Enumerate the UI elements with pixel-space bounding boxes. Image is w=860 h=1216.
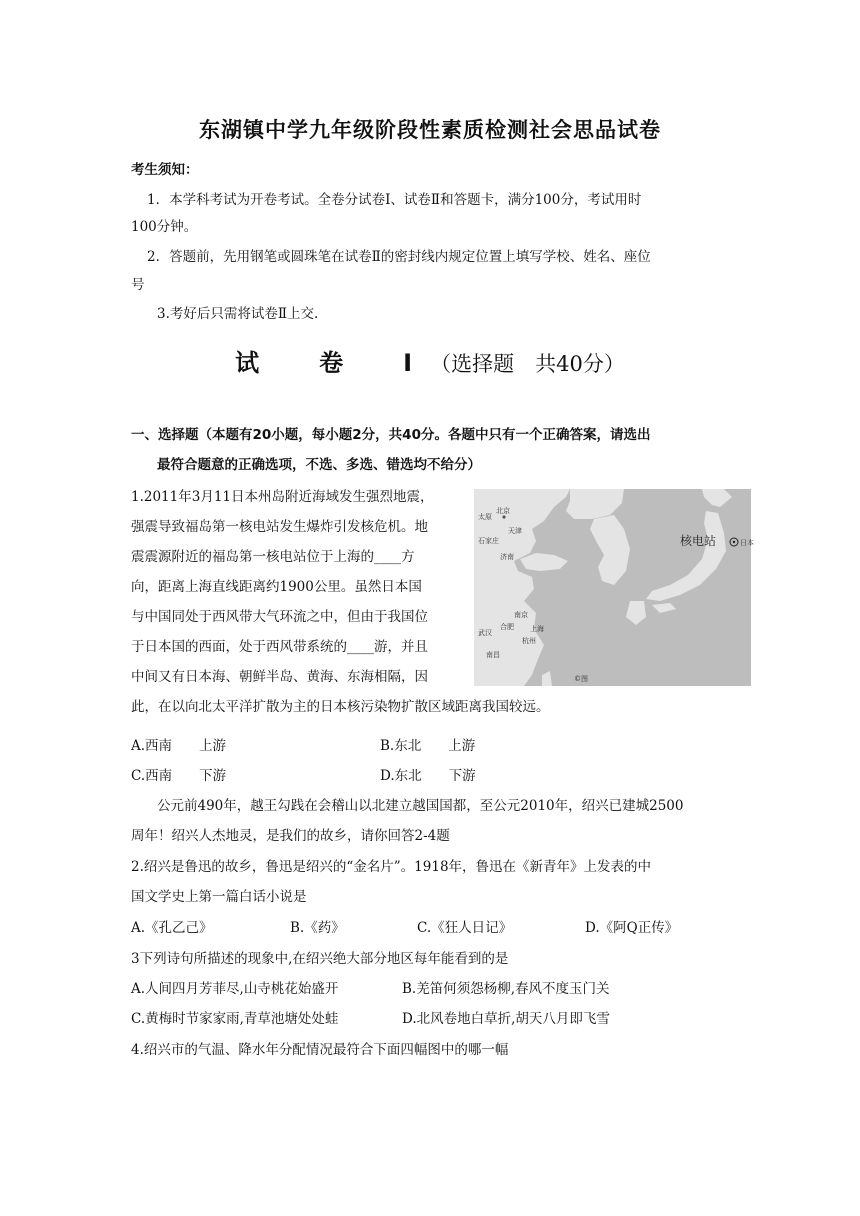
q3-stem: 3下列诗句所描述的现象中,在绍兴绝大部分地区每年能看到的是 [131,951,509,967]
intro-line1: 公元前490年，越王勾践在会稽山以北建立越国国都，至公元2010年，绍兴已建城2500 [157,798,684,814]
q1-option-a: A.西南 上游 [131,738,227,754]
exam-title: 东湖镇中学九年级阶段性素质检测社会思品试卷 [199,118,661,142]
section-heading-main: 试 卷 Ⅰ [235,349,431,377]
q1-line: 中间又有日本海、朝鲜半岛、黄海、东海相隔，因 [131,669,428,685]
q2-option-a: A.《孔乙己》 [131,920,213,936]
map-label-taiyuan: 太原 [478,513,492,521]
map-label-shanghai: 上海 [530,625,544,633]
q1-line: 与中国同处于西风带大气环流之中，但由于我国位 [131,609,428,625]
map-label-nuclear-plant: 核电站 [680,534,717,548]
part1-instructions-line2: 最符合题意的正确选项，不选、多选、错选均不给分） [157,457,481,473]
q2-stem-line2: 国文学史上第一篇白话小说是 [131,889,307,905]
q2-option-b: B.《药》 [290,920,345,936]
map-graphic [474,489,754,686]
q1-line: 于日本国的西面，处于西风带系统的____游，并且 [131,639,428,655]
q1-line: 向，距离上海直线距离约1900公里。虽然日本国 [131,579,422,595]
map-watermark: ©图 [574,675,588,683]
map-image [474,489,754,686]
section-heading-sub: （选择题 共40分） [430,352,625,376]
q3-option-b: B.羌笛何须怨杨柳,春风不度玉门关 [402,981,610,997]
q1-line: 强震导致福岛第一核电站发生爆炸引发核危机。地 [131,519,428,535]
section-heading [0,343,860,378]
q1-option-d: D.东北 下游 [380,768,476,784]
q3-option-d: D.北风卷地白草折,胡天八月即飞雪 [402,1011,610,1027]
map-label-tianjin: 天津 [508,527,522,535]
map-label-nanchang: 南昌 [486,651,500,659]
map-label-wuhan: 武汉 [478,629,492,637]
notice-item2-line1: 2．答题前，先用钢笔或圆珠笔在试卷Ⅱ的密封线内规定位置上填写学校、姓名、座位 [147,249,651,265]
notice-item3: 3.考好后只需将试卷Ⅱ上交. [157,306,319,322]
q1-option-c: C.西南 下游 [131,768,227,784]
map-label-beijing: 北京 [496,507,510,515]
q3-option-a: A.人间四月芳菲尽,山寺桃花始盛开 [131,981,339,997]
map-label-japan: 日本 [740,539,754,547]
q3-option-c: C.黄梅时节家家雨,青草池塘处处蛙 [131,1011,339,1027]
q2-option-d: D.《阿Q正传》 [585,920,679,936]
map-label-nanjing: 南京 [514,611,528,619]
map-label-shijiazhuang: 石家庄 [478,537,499,545]
notice-heading: 考生须知： [131,162,199,178]
map-label-hangzhou: 杭州 [522,637,536,645]
q1-line: 震震源附近的福岛第一核电站位于上海的____方 [131,549,415,565]
notice-item1-line1: 1．本学科考试为开卷考试。全卷分试卷Ⅰ、试卷Ⅱ和答题卡，满分100分，考试用时 [147,192,642,208]
q2-option-c: C.《狂人日记》 [417,920,513,936]
notice-item1-line2: 100分钟。 [131,219,198,235]
part1-instructions-line1: 一、选择题（本题有20小题，每小题2分，共40分。各题中只有一个正确答案，请选出 [131,427,651,443]
map-label-hefei: 合肥 [500,623,514,631]
notice-item2-line2: 号 [131,277,145,293]
q4-stem: 4.绍兴市的气温、降水年分配情况最符合下面四幅图中的哪一幅 [131,1042,509,1058]
q1-line: 1.2011年3月11日本州岛附近海域发生强烈地震， [131,489,434,505]
q1-option-b: B.东北 上游 [380,738,476,754]
q1-line: 此，在以向北太平洋扩散为主的日本核污染物扩散区域距离我国较远。 [131,699,550,715]
map-label-jinan: 济南 [500,553,514,561]
q2-stem-line1: 2.绍兴是鲁迅的故乡，鲁迅是绍兴的“金名片”。1918年，鲁迅在《新青年》上发表的中 [131,859,652,875]
intro-line2: 周年！绍兴人杰地灵，是我们的故乡，请你回答2-4题 [131,828,450,844]
